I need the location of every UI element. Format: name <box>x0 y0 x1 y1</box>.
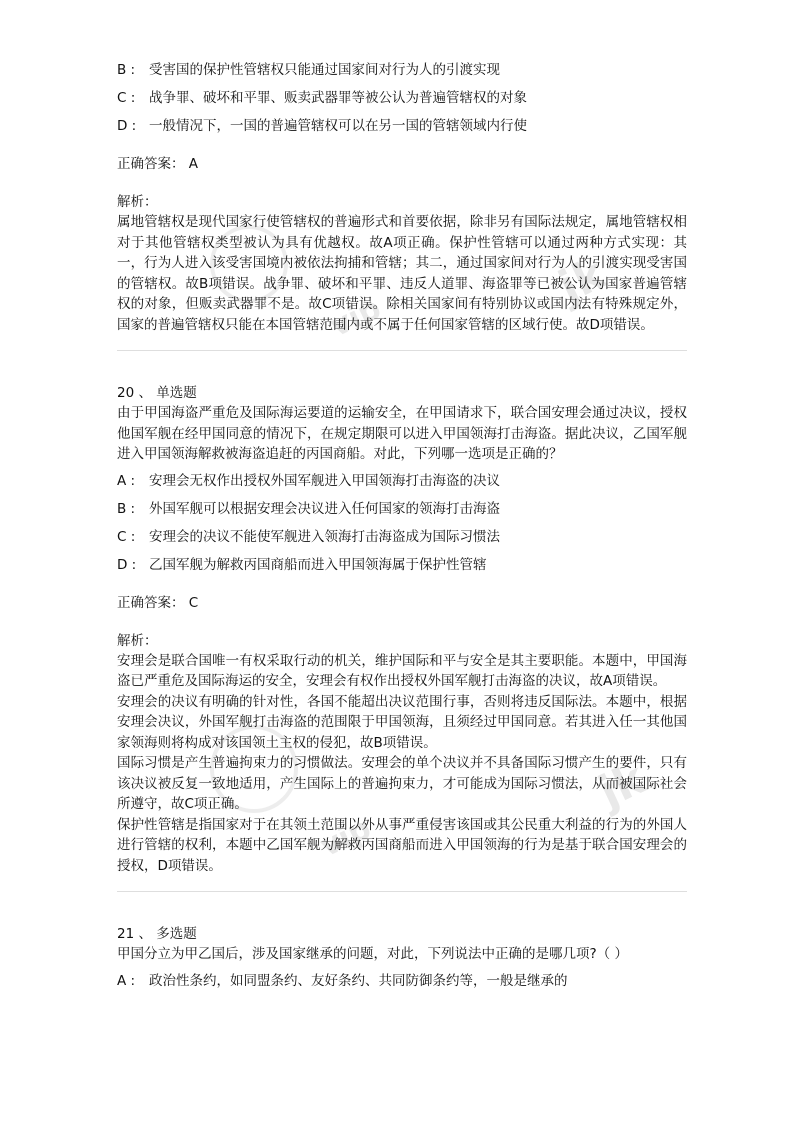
option-text: 安理会的决议不能使军舰进入领海打击海盗成为国际习惯法 <box>149 528 500 545</box>
divider <box>117 891 687 892</box>
analysis-label: 解析： <box>117 194 158 210</box>
correct-answer: 正确答案： C <box>117 594 199 611</box>
option-text: 一般情况下，一国的普遍管辖权可以在另一国的管辖领域内行使 <box>149 118 527 134</box>
option-text: 受害国的保护性管辖权只能通过国家间对行为人的引渡实现 <box>149 62 500 78</box>
option-letter: D : <box>117 118 137 134</box>
question-header: 21 、 多选题 <box>117 926 197 942</box>
watermark-text: vip <box>315 810 377 865</box>
correct-answer: 正确答案： A <box>117 156 199 172</box>
option-c <box>117 88 687 108</box>
analysis-paragraph: 安理会的决议有明确的针对性，各国不能超出决议范围行事，否则将违反国际法。本题中，根据安理会决议，外国军舰打击海盗的范围限于甲国领海，且须经过甲国同意。若其进入任一其他国家领海则将构成对该国领土主权的侵犯，故B项错误。 <box>117 693 687 751</box>
option-text: 战争罪、破坏和平罪、贩卖武器罪等被公认为普遍管辖权的对象 <box>149 90 527 106</box>
question-20-options <box>117 471 687 575</box>
question-stem: 甲国分立为甲乙国后，涉及国家继承的问题，对此，下列说法中正确的是哪几项?（ ） <box>117 946 628 962</box>
option-letter: A : <box>117 972 136 989</box>
watermark-text: vip <box>325 290 387 345</box>
question-header: 20 、 单选题 <box>117 385 197 401</box>
option-a <box>117 971 687 991</box>
question-19-options <box>117 60 687 136</box>
option-b <box>117 499 687 519</box>
analysis-paragraph: 安理会是联合国唯一有权采取行动的机关，维护国际和平与安全是其主要职能。本题中，甲国海盗已严重危及国际海运的安全，安理会有权作出授权外国军舰打击海盗的决议，故A项错误。 <box>117 652 687 689</box>
option-d <box>117 116 687 136</box>
question-stem: 由于甲国海盗严重危及国际海运要道的运输安全，在甲国请求下，联合国安理会通过决议，授权他国军舰在经甲国同意的情况下，在规定期限可以进入甲国领海打击海盗。据此决议，乙国军舰进入甲国领海解救被海盗追赶的丙国商船。对此，下列哪一选项是正确的？ <box>117 405 687 462</box>
question-21-options <box>117 971 687 991</box>
content-column <box>117 60 687 999</box>
option-letter: B : <box>117 500 136 517</box>
divider <box>117 350 687 351</box>
analysis-paragraph: 国际习惯是产生普遍拘束力的习惯做法。安理会的单个决议并不具备国际习惯产生的要件，只有该决议被反复一致地适用，产生国际上的普遍拘束力，才可能成为国际习惯法，从而被国际社会所遵守，故C项正确。 <box>117 755 687 812</box>
option-text: 安理会无权作出授权外国军舰进入甲国领海打击海盗的决议 <box>149 472 500 489</box>
analysis-label: 解析： <box>117 632 158 649</box>
watermark-text: jk <box>591 753 654 818</box>
option-letter: A : <box>117 472 136 489</box>
option-a <box>117 471 687 491</box>
analysis-paragraph: 保护性管辖是指国家对于在其领土范围以外从事严重侵害该国或其公民重大利益的行为的外国人进行管辖的权利，本题中乙国军舰为解救丙国商船而进入甲国领海的行为是基于联合国安理会的授权，D项错误。 <box>117 816 687 874</box>
option-text: 外国军舰可以根据安理会决议进入任何国家的领海打击海盗 <box>149 500 500 517</box>
watermark-text: jk <box>551 248 614 313</box>
option-letter: B : <box>117 62 136 78</box>
option-letter: D : <box>117 556 137 573</box>
option-text: 政治性条约，如同盟条约、友好条约、共同防御条约等，一般是继承的 <box>149 972 568 989</box>
option-d <box>117 555 687 575</box>
option-text: 乙国军舰为解救丙国商船而进入甲国领海属于保护性管辖 <box>149 556 487 573</box>
option-c <box>117 527 687 547</box>
option-letter: C : <box>117 528 136 545</box>
analysis-text: 属地管辖权是现代国家行使管辖权的普遍形式和首要依据，除非另有国际法规定，属地管辖权相对于其他管辖权类型被认为具有优越权。故A项正确。保护性管辖可以通过两种方式实现：其一，行为人进入该受害国境内被依法拘捕和管辖；其二，通过国家间对行为人的引渡实现受害国的管辖权。故B项错误。战争罪、破坏和平罪、违反人道罪、海盗罪等已被公认为国家普遍管辖权的对象，但贩卖武器罪不是。故C项错误。除相关国家间有特别协议或国内法有特殊规定外，国家的普遍管辖权只能在本国管辖范围内或不属于任何国家管辖的区域行使。故D项错误。 <box>117 214 687 333</box>
option-letter: C : <box>117 90 136 106</box>
option-b <box>117 60 687 80</box>
